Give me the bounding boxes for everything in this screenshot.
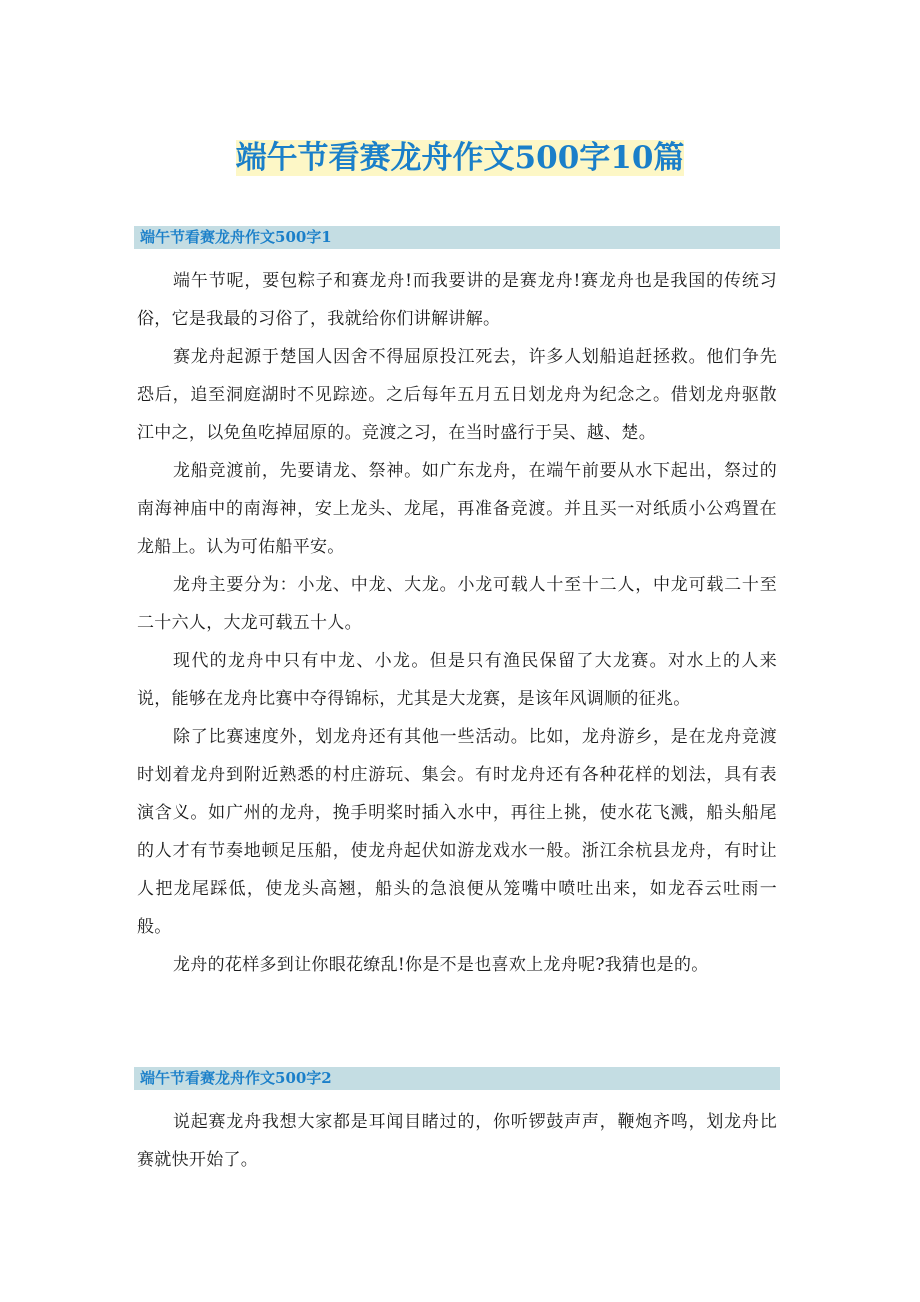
document-title	[0, 136, 920, 180]
paragraph: 龙船竞渡前，先要请龙、祭神。如广东龙舟，在端午前要从水下起出，祭过的南海神庙中的南海神，安上龙头、龙尾，再准备竞渡。并且买一对纸质小公鸡置在龙船上。认为可佑船平安。	[137, 461, 777, 557]
paragraph: 现代的龙舟中只有中龙、小龙。但是只有渔民保留了大龙赛。对水上的人来说，能够在龙舟比赛中夺得锦标，尤其是大龙赛，是该年风调顺的征兆。	[137, 651, 777, 709]
document-title-text: 端午节看赛龙舟作文500字10篇	[235, 140, 685, 176]
paragraph: 龙舟的花样多到让你眼花缭乱!你是不是也喜欢上龙舟呢?我猜也是的。	[173, 955, 709, 975]
section-heading-1: 端午节看赛龙舟作文500字1	[134, 226, 780, 249]
section-body-1	[137, 262, 777, 984]
section-heading-2: 端午节看赛龙舟作文500字2	[134, 1067, 780, 1090]
paragraph: 端午节呢，要包粽子和赛龙舟!而我要讲的是赛龙舟!赛龙舟也是我国的传统习俗，它是我最的习俗了，我就给你们讲解讲解。	[137, 271, 777, 329]
paragraph: 龙舟主要分为：小龙、中龙、大龙。小龙可载人十至十二人，中龙可载二十至二十六人，大龙可载五十人。	[137, 575, 777, 633]
paragraph: 除了比赛速度外，划龙舟还有其他一些活动。比如，龙舟游乡，是在龙舟竞渡时划着龙舟到附近熟悉的村庄游玩、集会。有时龙舟还有各种花样的划法，具有表演含义。如广州的龙舟，挽手明桨时插入水中，再往上挑，使水花飞溅，船头船尾的人才有节奏地顿足压船，使龙舟起伏如游龙戏水一般。浙江余杭县龙舟，有时让人把龙尾踩低，使龙头高翘，船头的急浪便从笼嘴中喷吐出来，如龙吞云吐雨一般。	[137, 727, 777, 937]
paragraph: 赛龙舟起源于楚国人因舍不得屈原投江死去，许多人划船追赶拯救。他们争先恐后，追至洞庭湖时不见踪迹。之后每年五月五日划龙舟为纪念之。借划龙舟驱散江中之，以免鱼吃掉屈原的。竞渡之习，在当时盛行于吴、越、楚。	[137, 347, 777, 443]
section-body-2	[137, 1103, 777, 1179]
paragraph: 说起赛龙舟我想大家都是耳闻目睹过的，你听锣鼓声声，鞭炮齐鸣，划龙舟比赛就快开始了。	[137, 1112, 777, 1170]
